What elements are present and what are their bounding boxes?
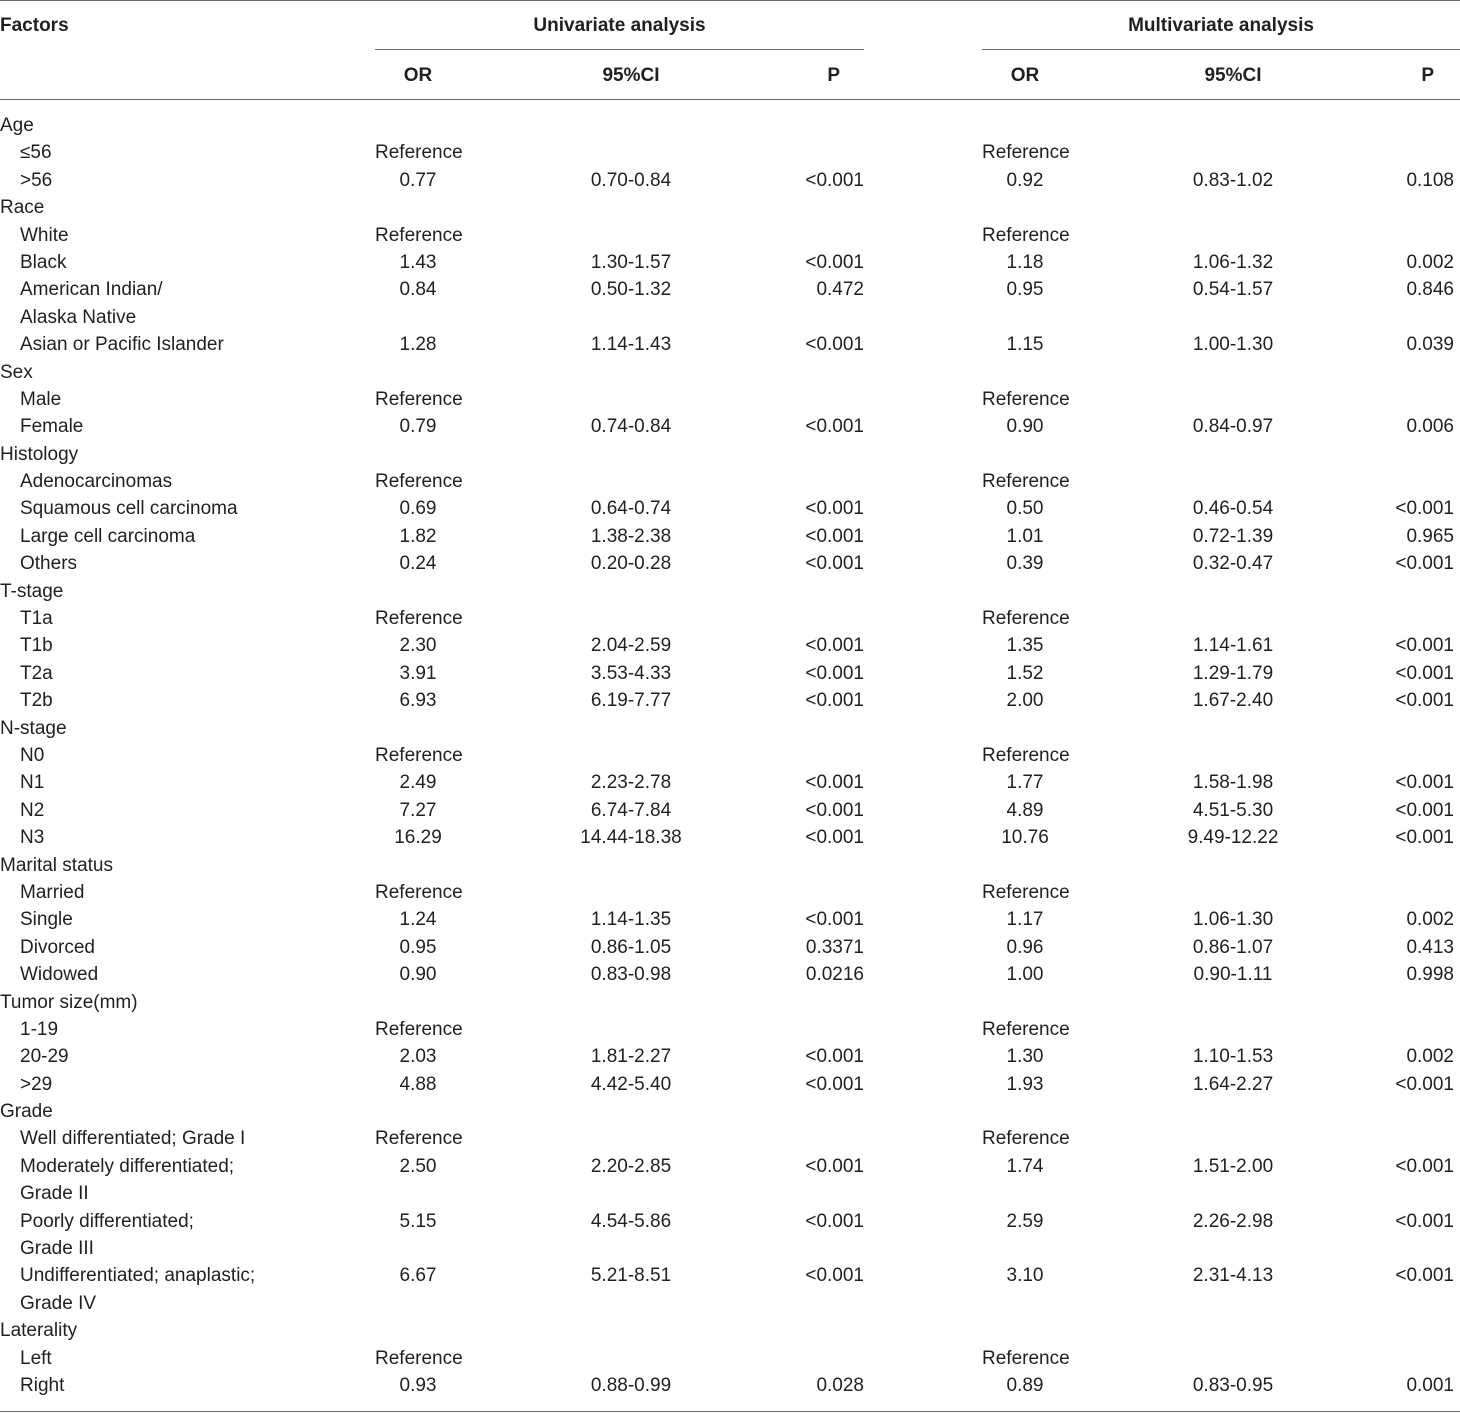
factor-label: Widowed (20, 964, 99, 986)
table-row (0, 1043, 1460, 1070)
univariate-p: <0.001 (805, 334, 864, 356)
multivariate-p-header: P (1421, 65, 1434, 86)
table-row (0, 1153, 1460, 1180)
univariate-p: <0.001 (805, 1073, 864, 1095)
multivariate-p: 0.001 (1406, 1374, 1454, 1396)
multivariate-or: 0.89 (1006, 1374, 1044, 1396)
table-row (0, 1262, 1460, 1289)
univariate-ci: 14.44-18.38 (580, 827, 682, 849)
multivariate-or: 1.74 (1006, 1155, 1044, 1177)
multivariate-or: 1.52 (1006, 662, 1044, 684)
factor-label: Male (20, 388, 62, 410)
multivariate-p: 0.006 (1406, 416, 1454, 438)
multivariate-p: 0.002 (1406, 251, 1454, 273)
univariate-ci: 4.54-5.86 (590, 1210, 672, 1232)
factor-label: Large cell carcinoma (20, 525, 196, 547)
multivariate-ci: 0.83-0.95 (1192, 1374, 1274, 1396)
multivariate-or: 1.01 (1006, 525, 1044, 547)
multivariate-ci: 1.00-1.30 (1192, 334, 1274, 356)
factor-label: Undifferentiated; anaplastic; (20, 1265, 256, 1287)
multivariate-or: Reference (982, 388, 1070, 410)
univariate-or: 2.49 (399, 772, 437, 794)
univariate-or: 0.90 (399, 964, 437, 986)
factor-label: Female (20, 416, 84, 438)
multivariate-or: Reference (982, 1347, 1070, 1369)
univariate-p: <0.001 (805, 799, 864, 821)
univariate-header: Univariate analysis (533, 15, 706, 36)
factor-label: Single (20, 909, 73, 931)
factor-label: Asian or Pacific Islander (20, 334, 224, 356)
multivariate-or: Reference (982, 608, 1070, 630)
factor-group-label: N-stage (0, 717, 67, 739)
univariate-ci: 1.30-1.57 (590, 251, 672, 273)
factor-group-label: Tumor size(mm) (0, 991, 138, 1013)
univariate-or: 1.28 (399, 334, 437, 356)
univariate-ci: 1.81-2.27 (590, 1046, 672, 1068)
univariate-ci: 0.86-1.05 (590, 936, 672, 958)
multivariate-span-rule (982, 49, 1460, 50)
univariate-p: 0.3371 (805, 936, 864, 958)
group-row (0, 715, 1460, 742)
group-row (0, 441, 1460, 468)
multivariate-ci: 2.26-2.98 (1192, 1210, 1274, 1232)
univariate-p: <0.001 (805, 827, 864, 849)
univariate-p: <0.001 (805, 525, 864, 547)
table-row (0, 1125, 1460, 1152)
multivariate-or: 0.96 (1006, 936, 1044, 958)
table-row (0, 523, 1460, 550)
multivariate-p: 0.039 (1406, 334, 1454, 356)
table-row (0, 1345, 1460, 1372)
univariate-ci: 2.04-2.59 (590, 635, 672, 657)
table-row (0, 276, 1460, 303)
multivariate-p: <0.001 (1395, 799, 1454, 821)
multivariate-or: 3.10 (1006, 1265, 1044, 1287)
multivariate-ci: 1.29-1.79 (1192, 662, 1274, 684)
table-row (0, 386, 1460, 413)
univariate-ci: 0.88-0.99 (590, 1374, 672, 1396)
multivariate-or: 1.17 (1006, 909, 1044, 931)
table-row (0, 906, 1460, 933)
univariate-p: <0.001 (805, 1265, 864, 1287)
univariate-ci: 0.50-1.32 (590, 279, 672, 301)
factor-label: Divorced (20, 936, 95, 958)
univariate-ci: 1.14-1.43 (590, 334, 672, 356)
univariate-or: 0.69 (399, 498, 437, 520)
factor-label: Grade IV (20, 1292, 97, 1314)
table-row (0, 222, 1460, 249)
multivariate-or: 0.50 (1006, 498, 1044, 520)
factor-group-label: Histology (0, 443, 79, 465)
table-row (0, 1235, 1460, 1262)
table-row (0, 1372, 1460, 1399)
multivariate-p: <0.001 (1395, 827, 1454, 849)
multivariate-or: Reference (982, 142, 1070, 164)
table-row (0, 139, 1460, 166)
multivariate-ci: 0.86-1.07 (1192, 936, 1274, 958)
factor-group-label: Age (0, 115, 34, 136)
multivariate-p: <0.001 (1395, 772, 1454, 794)
univariate-p: <0.001 (805, 416, 864, 438)
multivariate-or: 1.35 (1006, 635, 1044, 657)
univariate-or: 16.29 (394, 827, 442, 849)
univariate-or: 1.24 (399, 909, 437, 931)
table-row (0, 934, 1460, 961)
univariate-or: 0.95 (399, 936, 437, 958)
univariate-or: 6.67 (399, 1265, 437, 1287)
table-row (0, 797, 1460, 824)
multivariate-ci: 9.49-12.22 (1187, 827, 1279, 849)
univariate-or: 6.93 (399, 690, 437, 712)
table-row (0, 304, 1460, 331)
univariate-or: 7.27 (399, 799, 437, 821)
table-row (0, 1016, 1460, 1043)
multivariate-p: 0.998 (1406, 964, 1454, 986)
factor-group-label: Race (0, 197, 45, 219)
univariate-p: <0.001 (805, 909, 864, 931)
multivariate-or: 1.93 (1006, 1073, 1044, 1095)
multivariate-ci-header: 95%CI (1204, 65, 1262, 86)
multivariate-or: Reference (982, 881, 1070, 903)
univariate-p: <0.001 (805, 498, 864, 520)
table-row (0, 249, 1460, 276)
univariate-or: 0.84 (399, 279, 437, 301)
factor-label: White (20, 224, 69, 246)
group-row (0, 1317, 1460, 1344)
multivariate-ci: 1.67-2.40 (1192, 690, 1274, 712)
factor-label: Grade II (20, 1183, 89, 1205)
univariate-ci: 0.64-0.74 (590, 498, 672, 520)
table-row (0, 413, 1460, 440)
univariate-p: <0.001 (805, 169, 864, 191)
table-body (0, 112, 1460, 1399)
factor-label: 1-19 (20, 1018, 59, 1040)
univariate-ci: 4.42-5.40 (590, 1073, 672, 1095)
factor-label: N2 (20, 799, 45, 821)
multivariate-ci: 0.72-1.39 (1192, 525, 1274, 547)
multivariate-p: <0.001 (1395, 1155, 1454, 1177)
univariate-span-rule (375, 49, 864, 50)
univariate-p: <0.001 (805, 1210, 864, 1232)
univariate-or: Reference (375, 142, 463, 164)
univariate-or: 0.24 (399, 553, 437, 575)
factor-label: Left (20, 1347, 52, 1369)
univariate-or: 2.50 (399, 1155, 437, 1177)
multivariate-or: 2.00 (1006, 690, 1044, 712)
univariate-ci: 0.83-0.98 (590, 964, 672, 986)
multivariate-or: Reference (982, 471, 1070, 493)
univariate-or: Reference (375, 608, 463, 630)
factor-group-label: Laterality (0, 1320, 78, 1342)
univariate-p: <0.001 (805, 635, 864, 657)
multivariate-ci: 1.51-2.00 (1192, 1155, 1274, 1177)
group-row (0, 989, 1460, 1016)
multivariate-ci: 1.58-1.98 (1192, 772, 1274, 794)
multivariate-or-header: OR (1010, 65, 1040, 86)
univariate-or: 3.91 (399, 662, 437, 684)
univariate-ci: 0.20-0.28 (590, 553, 672, 575)
top-rule (0, 0, 1460, 1)
factor-label: T1b (20, 635, 53, 657)
univariate-p: <0.001 (805, 251, 864, 273)
univariate-or: Reference (375, 388, 463, 410)
factor-label: T1a (20, 608, 53, 630)
table-row (0, 632, 1460, 659)
multivariate-or: 0.92 (1006, 169, 1044, 191)
univariate-or: 1.43 (399, 251, 437, 273)
univariate-or: 0.77 (399, 169, 437, 191)
univariate-p: <0.001 (805, 553, 864, 575)
table-row (0, 961, 1460, 988)
multivariate-ci: 1.14-1.61 (1192, 635, 1274, 657)
multivariate-ci: 1.10-1.53 (1192, 1046, 1274, 1068)
multivariate-p: 0.002 (1406, 909, 1454, 931)
multivariate-p: <0.001 (1395, 690, 1454, 712)
univariate-or: Reference (375, 744, 463, 766)
univariate-p: <0.001 (805, 662, 864, 684)
table-row (0, 495, 1460, 522)
multivariate-ci: 4.51-5.30 (1192, 799, 1274, 821)
factor-label: Others (20, 553, 78, 575)
table-row (0, 687, 1460, 714)
multivariate-ci: 1.06-1.30 (1192, 909, 1274, 931)
group-row (0, 112, 1460, 139)
multivariate-or: 2.59 (1006, 1210, 1044, 1232)
univariate-or: Reference (375, 1347, 463, 1369)
univariate-ci: 6.19-7.77 (590, 690, 672, 712)
group-row (0, 194, 1460, 221)
table-row (0, 1208, 1460, 1235)
univariate-p: <0.001 (805, 772, 864, 794)
univariate-or: 0.79 (399, 416, 437, 438)
multivariate-ci: 2.31-4.13 (1192, 1265, 1274, 1287)
multivariate-p: 0.002 (1406, 1046, 1454, 1068)
multivariate-ci: 0.84-0.97 (1192, 416, 1274, 438)
univariate-or: Reference (375, 224, 463, 246)
multivariate-or: 0.39 (1006, 553, 1044, 575)
multivariate-or: 1.30 (1006, 1046, 1044, 1068)
header-rule (0, 99, 1460, 100)
factor-label: Alaska Native (20, 306, 137, 328)
table-row (0, 331, 1460, 358)
table-row (0, 1180, 1460, 1207)
multivariate-ci: 1.64-2.27 (1192, 1073, 1274, 1095)
table-row (0, 660, 1460, 687)
univariate-ci: 1.14-1.35 (590, 909, 672, 931)
table-row (0, 769, 1460, 796)
multivariate-p: <0.001 (1395, 1210, 1454, 1232)
multivariate-or: 10.76 (1001, 827, 1049, 849)
univariate-p: 0.0216 (805, 964, 864, 986)
univariate-ci-header: 95%CI (602, 65, 660, 86)
univariate-ci: 0.74-0.84 (590, 416, 672, 438)
multivariate-or: Reference (982, 224, 1070, 246)
factor-label: Black (20, 251, 67, 273)
univariate-ci: 5.21-8.51 (590, 1265, 672, 1287)
multivariate-p: 0.846 (1406, 279, 1454, 301)
factors-header: Factors (0, 15, 69, 36)
multivariate-p: 0.965 (1406, 525, 1454, 547)
table-row (0, 879, 1460, 906)
factor-label: Moderately differentiated; (20, 1155, 235, 1177)
multivariate-p: <0.001 (1395, 498, 1454, 520)
multivariate-or: Reference (982, 744, 1070, 766)
factor-label: ≤56 (20, 142, 52, 164)
factor-group-label: Sex (0, 361, 33, 383)
multivariate-or: 1.18 (1006, 251, 1044, 273)
factor-label: American Indian/ (20, 279, 163, 301)
multivariate-ci: 0.83-1.02 (1192, 169, 1274, 191)
multivariate-or: Reference (982, 1018, 1070, 1040)
factor-label: T2b (20, 690, 53, 712)
multivariate-p: <0.001 (1395, 1073, 1454, 1095)
factor-label: 20-29 (20, 1046, 69, 1068)
multivariate-p: <0.001 (1395, 635, 1454, 657)
multivariate-or: 0.90 (1006, 416, 1044, 438)
table-row (0, 742, 1460, 769)
multivariate-p: <0.001 (1395, 662, 1454, 684)
factor-label: Right (20, 1374, 65, 1396)
factor-label: Grade III (20, 1238, 94, 1260)
factor-label: Poorly differentiated; (20, 1210, 194, 1232)
univariate-p: <0.001 (805, 1046, 864, 1068)
multivariate-or: 4.89 (1006, 799, 1044, 821)
univariate-or-header: OR (403, 65, 433, 86)
factor-label: Squamous cell carcinoma (20, 498, 238, 520)
univariate-p: 0.472 (816, 279, 864, 301)
multivariate-or: 1.15 (1006, 334, 1044, 356)
univariate-ci: 1.38-2.38 (590, 525, 672, 547)
factor-label: N0 (20, 744, 45, 766)
factor-label: N3 (20, 827, 45, 849)
factor-label: T2a (20, 662, 53, 684)
table-row (0, 1290, 1460, 1317)
table-row (0, 167, 1460, 194)
multivariate-or: Reference (982, 1128, 1070, 1150)
univariate-or: 4.88 (399, 1073, 437, 1095)
multivariate-p: 0.108 (1406, 169, 1454, 191)
multivariate-ci: 0.46-0.54 (1192, 498, 1274, 520)
factor-group-label: T-stage (0, 580, 64, 602)
factor-group-label: Marital status (0, 854, 113, 876)
univariate-or: 1.82 (399, 525, 437, 547)
univariate-or: Reference (375, 881, 463, 903)
univariate-or: Reference (375, 471, 463, 493)
univariate-p: <0.001 (805, 690, 864, 712)
univariate-ci: 6.74-7.84 (590, 799, 672, 821)
multivariate-or: 1.77 (1006, 772, 1044, 794)
multivariate-ci: 0.90-1.11 (1193, 964, 1273, 986)
multivariate-p: <0.001 (1395, 553, 1454, 575)
multivariate-ci: 1.06-1.32 (1192, 251, 1274, 273)
univariate-or: 5.15 (399, 1210, 437, 1232)
univariate-ci: 2.23-2.78 (590, 772, 672, 794)
group-row (0, 359, 1460, 386)
table-row (0, 550, 1460, 577)
group-row (0, 852, 1460, 879)
multivariate-p: <0.001 (1395, 1265, 1454, 1287)
multivariate-or: 1.00 (1006, 964, 1044, 986)
univariate-ci: 3.53-4.33 (590, 662, 672, 684)
multivariate-ci: 0.32-0.47 (1192, 553, 1274, 575)
factor-group-label: Grade (0, 1101, 53, 1123)
bottom-rule (0, 1411, 1460, 1412)
group-row (0, 578, 1460, 605)
factor-label: >29 (20, 1073, 53, 1095)
factor-label: Well differentiated; Grade I (20, 1128, 246, 1150)
multivariate-header: Multivariate analysis (1128, 15, 1314, 36)
multivariate-ci: 0.54-1.57 (1192, 279, 1274, 301)
multivariate-p: 0.413 (1406, 936, 1454, 958)
factor-label: Adenocarcinomas (20, 471, 173, 493)
univariate-or: Reference (375, 1018, 463, 1040)
univariate-ci: 2.20-2.85 (590, 1155, 672, 1177)
table-row (0, 824, 1460, 851)
table-row (0, 1071, 1460, 1098)
univariate-p: <0.001 (805, 1155, 864, 1177)
univariate-or: Reference (375, 1128, 463, 1150)
univariate-or: 2.30 (399, 635, 437, 657)
multivariate-or: 0.95 (1006, 279, 1044, 301)
factor-label: N1 (20, 772, 45, 794)
group-row (0, 1098, 1460, 1125)
factor-label: >56 (20, 169, 53, 191)
univariate-ci: 0.70-0.84 (590, 169, 672, 191)
table-row (0, 605, 1460, 632)
univariate-or: 0.93 (399, 1374, 437, 1396)
table-row (0, 468, 1460, 495)
univariate-or: 2.03 (399, 1046, 437, 1068)
univariate-p: 0.028 (816, 1374, 864, 1396)
factor-label: Married (20, 881, 85, 903)
univariate-p-header: P (827, 65, 840, 86)
